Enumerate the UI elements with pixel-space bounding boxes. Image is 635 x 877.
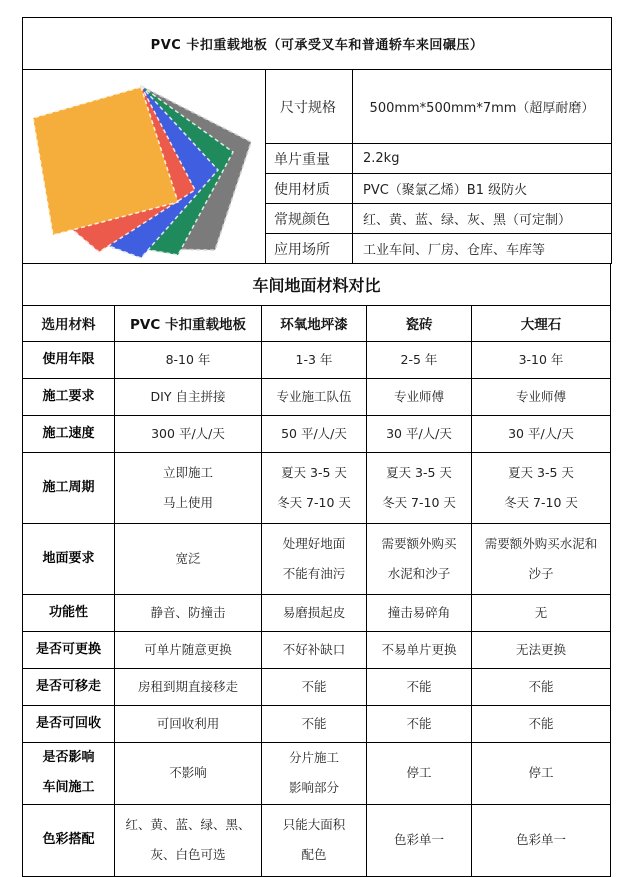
row-header [23,523,115,594]
cell-line: 红、黄、蓝、绿、黑、 [125,817,251,832]
cell-line: 立即施工 [162,464,213,480]
comparison-title: 车间地面材料对比 [23,263,611,305]
spec-value-usage: 工业车间、厂房、仓库、车库等 [353,234,612,264]
cell-line: 车间施工 [42,780,95,795]
cell-line: 只能大面积 [282,817,346,832]
table-row [23,631,611,668]
table-cell [262,804,367,876]
table-row [23,705,611,742]
cell-line: 冬天 7-10 天 [277,494,351,510]
spec-value-weight: 2.2kg [353,144,612,174]
table-cell [115,668,262,705]
table-cell [367,452,472,523]
cell-line: 停工 [528,765,554,780]
spec-label-colors: 常规颜色 [266,204,353,234]
spec-label-size: 尺寸规格 [266,70,353,144]
table-cell [367,804,472,876]
product-image [23,70,266,264]
table-cell [472,452,611,523]
cell-line: 处理好地面 [282,535,346,551]
table-cell [472,742,611,804]
cell-line: 是否可移走 [35,678,101,694]
table-row [23,452,611,523]
cell-line: 色彩搭配 [42,832,95,847]
row-header [23,631,115,668]
table-cell [472,415,611,452]
table-row [23,341,611,378]
table-row [23,378,611,415]
cell-line: 地面要求 [42,550,95,566]
cell-line: 冬天 7-10 天 [382,494,456,510]
comparison-header-row [23,305,611,341]
cell-line: 不影响 [169,765,207,780]
spec-value-material: PVC（聚氯乙烯）B1 级防火 [353,174,612,204]
cell-line: 不易单片更换 [381,641,457,657]
table-cell [115,804,262,876]
row-header [23,804,115,876]
table-cell [367,631,472,668]
cell-line: 50 平/人/天 [281,425,347,441]
row-header [23,742,115,804]
cell-line: DIY 自主拼接 [150,388,226,404]
table-cell [472,341,611,378]
product-spec-table [22,17,612,264]
cell-line: 不能 [528,715,554,731]
spec-label-usage: 应用场所 [266,234,353,264]
table-cell [115,378,262,415]
table-cell [367,523,472,594]
header-cell: 选用材料 [23,305,115,341]
cell-line: 需要额外购买 [381,535,457,551]
table-cell [115,594,262,631]
cell-line: 色彩单一 [393,832,444,847]
cell-line: 30 平/人/天 [508,425,574,441]
cell-line: 可回收利用 [156,715,220,731]
cell-line: 需要额外购买水泥和 [484,535,598,551]
table-cell [367,668,472,705]
cell-line: 不能有油污 [282,565,346,581]
header-cell: 大理石 [472,305,611,341]
table-cell [472,804,611,876]
cell-line: 马上使用 [162,494,213,510]
table-cell [472,668,611,705]
comparison-body [23,341,611,876]
row-header [23,668,115,705]
header-cell: 环氧地坪漆 [262,305,367,341]
cell-line: 施工要求 [42,388,95,404]
table-row [23,742,611,804]
cell-line: 使用年限 [42,351,95,367]
cell-line: 是否可更换 [35,641,101,657]
row-header [23,341,115,378]
table-cell [262,631,367,668]
cell-line: 停工 [406,765,432,780]
cell-line: 无 [534,604,548,620]
table-cell [472,378,611,415]
product-title: PVC 卡扣重载地板（可承受叉车和普通轿车来回碾压） [23,18,612,70]
row-header [23,705,115,742]
table-cell [367,341,472,378]
cell-line: 不能 [528,678,554,694]
pvc-tiles-image [23,70,265,270]
table-cell [262,742,367,804]
cell-line: 是否影响 [42,750,95,765]
cell-line: 夏天 3-5 天 [386,464,452,480]
table-row [23,523,611,594]
table-row [23,668,611,705]
cell-line: 不能 [406,715,432,731]
table-cell [115,415,262,452]
cell-line: 施工速度 [42,425,95,441]
table-cell [367,742,472,804]
row-header [23,415,115,452]
table-cell [262,594,367,631]
table-cell [262,415,367,452]
cell-line: 专业师傅 [515,388,566,404]
cell-line: 1-3 年 [295,351,333,367]
cell-line: 不能 [406,678,432,694]
cell-line: 不能 [301,678,327,694]
table-cell [472,705,611,742]
table-cell [262,341,367,378]
spec-label-material: 使用材质 [266,174,353,204]
table-cell [115,631,262,668]
cell-line: 夏天 3-5 天 [508,464,574,480]
cell-line: 静音、防撞击 [150,604,226,620]
cell-line: 是否可回收 [35,715,101,731]
table-row [23,415,611,452]
cell-line: 3-10 年 [518,351,564,367]
table-cell [262,523,367,594]
cell-line: 水泥和沙子 [387,565,451,581]
table-cell [367,415,472,452]
table-cell [472,523,611,594]
header-cell: PVC 卡扣重载地板 [115,305,262,341]
row-header [23,378,115,415]
cell-line: 不好补缺口 [282,641,346,657]
table-cell [262,378,367,415]
cell-line: 300 平/人/天 [151,425,225,441]
table-cell [115,523,262,594]
table-cell [115,742,262,804]
comparison-table [22,263,611,877]
cell-line: 沙子 [528,565,554,581]
cell-line: 影响部分 [288,780,339,795]
row-header [23,594,115,631]
cell-line: 可单片随意更换 [144,641,232,657]
table-cell [115,705,262,742]
row-header [23,452,115,523]
cell-line: 无法更换 [515,641,566,657]
cell-line: 易磨损起皮 [282,604,346,620]
table-cell [262,705,367,742]
cell-line: 冬天 7-10 天 [504,494,578,510]
table-cell [472,631,611,668]
cell-line: 专业师傅 [393,388,444,404]
cell-line: 施工周期 [42,479,95,495]
cell-line: 撞击易碎角 [387,604,451,620]
cell-line: 8-10 年 [165,351,211,367]
table-cell [367,705,472,742]
table-row [23,804,611,876]
cell-line: 宽泛 [175,550,201,566]
spec-value-colors: 红、黄、蓝、绿、灰、黑（可定制） [353,204,612,234]
spec-value-size: 500mm*500mm*7mm（超厚耐磨） [353,70,612,144]
table-cell [262,668,367,705]
table-cell [115,452,262,523]
table-row [23,594,611,631]
cell-line: 专业施工队伍 [276,388,352,404]
table-cell [367,594,472,631]
cell-line: 30 平/人/天 [386,425,452,441]
cell-line: 不能 [301,715,327,731]
table-cell [115,341,262,378]
cell-line: 分片施工 [288,750,339,765]
cell-line: 功能性 [48,604,88,620]
table-cell [262,452,367,523]
header-cell: 瓷砖 [367,305,472,341]
cell-line: 配色 [301,847,327,862]
cell-line: 2-5 年 [400,351,438,367]
cell-line: 灰、白色可选 [150,847,226,862]
cell-line: 夏天 3-5 天 [281,464,347,480]
table-cell [367,378,472,415]
product-sheet [22,17,612,877]
spec-label-weight: 单片重量 [266,144,353,174]
cell-line: 色彩单一 [515,832,566,847]
table-cell [472,594,611,631]
cell-line: 房租到期直接移走 [137,678,238,694]
